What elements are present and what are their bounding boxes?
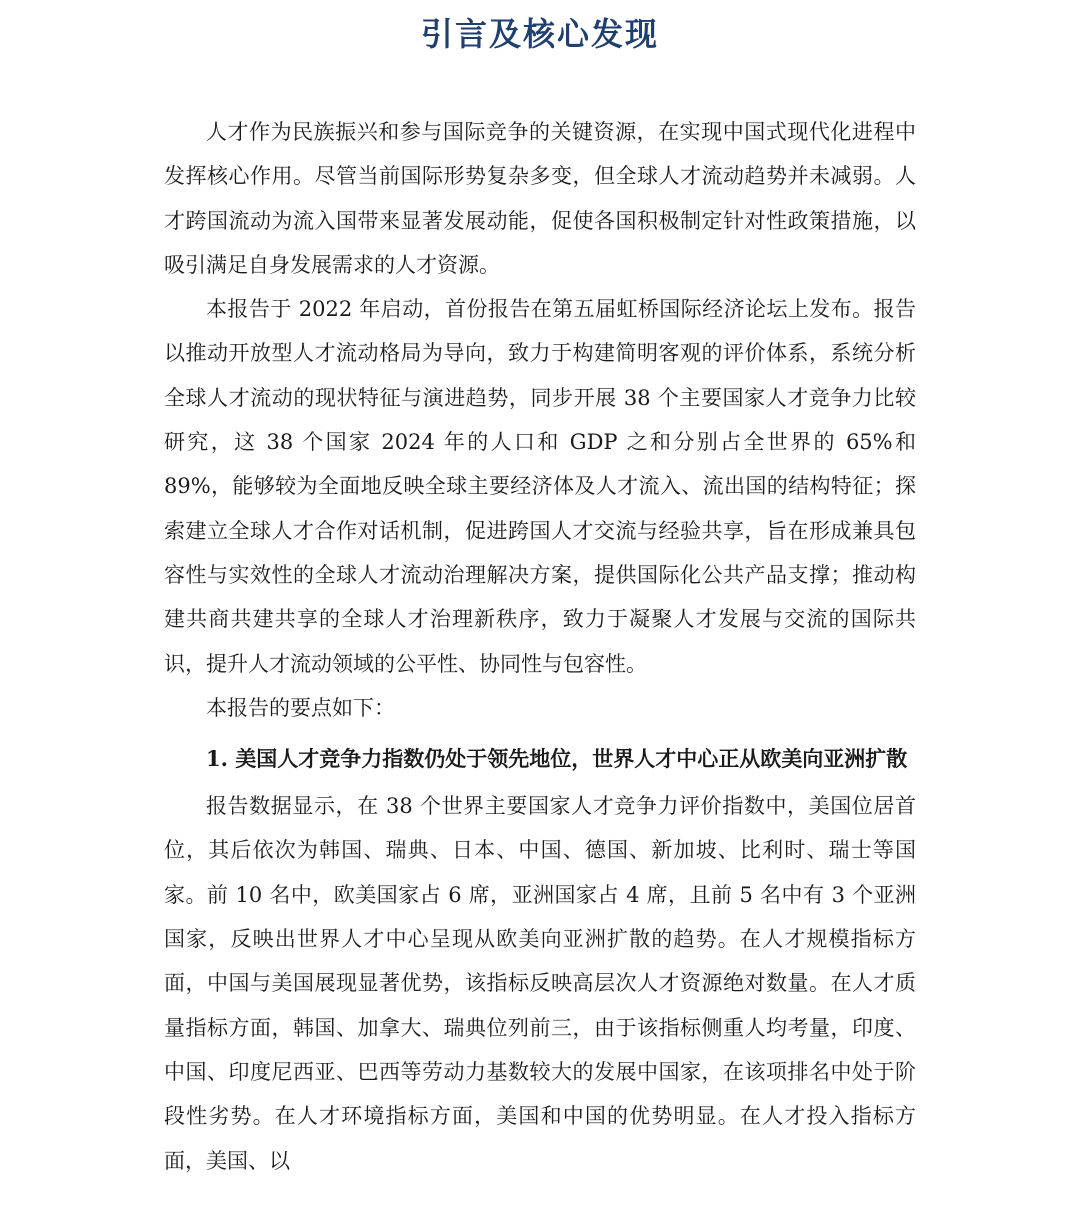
page-title: 引言及核心发现 [420,15,659,53]
paragraph-report-background: 本报告于 2022 年启动，首份报告在第五届虹桥国际经济论坛上发布。报告以推动开放型人才流动格局为导向，致力于构建简明客观的评价体系，系统分析全球人才流动的现状特征与演进趋势，同步开展 38 个主要国家人才竞争力比较研究，这 38 个国家 2024 年的人口和 GDP 之和分别占全世界的 65%和 89%，能够较为全面地反映全球主要经济体及人才流入、流出国的结构特征；探索建立全球人才合作对话机制，促进跨国人才交流与经验共享，旨在形成兼具包容性与实效性的全球人才流动治理解决方案，提供国际化公共产品支撑；推动构建共商共建共享的全球人才治理新秩序，致力于凝聚人才发展与交流的国际共识，提升人才流动领域的公平性、协同性与包容性。 [164,297,916,676]
paragraph-intro: 人才作为民族振兴和参与国际竞争的关键资源，在实现中国式现代化进程中发挥核心作用。尽管当前国际形势复杂多变，但全球人才流动趋势并未减弱。人才跨国流动为流入国带来显著发展动能，促使各国积极制定针对性政策措施，以吸引满足自身发展需求的人才资源。 [164,120,916,277]
document-body [164,110,916,1183]
section-heading: 1. 美国人才竞争力指数仍处于领先地位，世界人才中心正从欧美向亚洲扩散 [206,746,908,772]
paragraph-key-points-intro: 本报告的要点如下： [206,695,395,720]
paragraph-section-body: 报告数据显示，在 38 个世界主要国家人才竞争力评价指数中，美国位居首位，其后依次为韩国、瑞典、日本、中国、德国、新加坡、比利时、瑞士等国家。前 10 名中，欧美国家占 6 席，亚洲国家占 4 席，且前 5 名中有 3 个亚洲国家，反映出世界人才中心呈现从欧美向亚洲扩散的趋势。在人才规模指标方面，中国与美国展现显著优势，该指标反映高层次人才资源绝对数量。在人才质量指标方面，韩国、加拿大、瑞典位列前三，由于该指标侧重人均考量，印度、中国、印度尼西亚、巴西等劳动力基数较大的发展中国家，在该项排名中处于阶段性劣势。在人才环境指标方面，美国和中国的优势明显。在人才投入指标方面，美国、以 [164,794,916,1173]
